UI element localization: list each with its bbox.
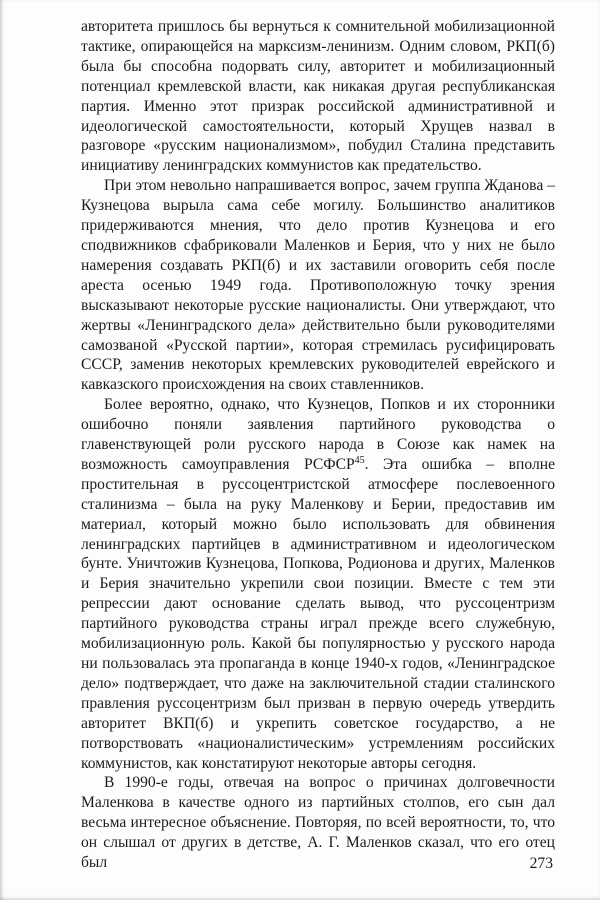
paragraph-text: Более вероятно, однако, что Кузнецов, Попков и их сторонники ошибочно поняли заявления партийного руководства о главенствующей роли русского народа в Союзе как намек на возможность самоуправления РСФСР [81,396,555,473]
paragraph: В 1990-е годы, отвечая на вопрос о причинах долговечности Маленкова в качестве одного из партийных столпов, его сын дал весьма интересное объяснение. Повторяя, по всей вероятности, то, что он слышал от других в детстве, А. Г. Маленков сказал, что его отец был [81,774,555,872]
paragraph-continuation: авторитета пришлось бы вернуться к сомнительной мобилизационной тактике, опирающейся на марксизм-ленинизм. Одним словом, РКП(б) была бы способна подорвать силу, авторитет и мобилизационный потенциал кремлевской власти, как никакая другая республиканская партия. Именно этот призрак российской административной и идеологической самостоятельности, который Хрущев назвал в разговоре «русским национализмом», побудил Сталина представить инициативу ленинградских коммунистов как предательство. [81,18,555,175]
footnote-ref: 45 [354,454,365,466]
paragraph [81,395,555,773]
page-text [81,17,555,873]
paragraph-text: . Эта ошибка – вполне простительная в руссоцентристской атмосфере послевоенного сталинизма – была на руку Маленкову и Берии, предоставив им материал, который можно было использовать для обвинения ленинградских партийцев в административном и идеологическом бунте. Уничтожив Кузнецова, Попкова, Родионова и других, Маленков и Берия значительно укрепили свои позиции. Вместе с тем эти репрессии дают основание сделать вывод, что руссоцентризм партийного руководства страны играл прежде всего служебную, мобилизационную роль. Какой бы популярностью у русского народа ни пользовалась эта пропаганда в конце 1940-х годов, «Ленинградское дело» подтверждает, что даже на заключительной стадии сталинского правления руссоцентризм был призван в первую очередь утвердить авторитет ВКП(б) и укрепить советское государство, а не потворствовать «националистическим» устремлениям российских коммунистов, как констатируют некоторые авторы сегодня. [81,455,555,772]
page-number: 273 [529,855,553,872]
paragraph: При этом невольно напрашивается вопрос, зачем группа Жданова – Кузнецова вырыла сама себе могилу. Большинство аналитиков придерживаются мнения, что дело против Кузнецова и его сподвижников сфабриковали Маленков и Берия, что у них не было намерения создавать РКП(б) и их заставили оговорить себя после ареста осенью 1949 года. Противоположную точку зрения высказывают некоторые русские националисты. Они утверждают, что жертвы «Ленинградского дела» действительно были руководителями самозваной «Русской партии», которая стремилась русифицировать СССР, заменив некоторых кремлевских руководителей еврейского и кавказского происхождения на своих ставленников. [81,177,555,394]
